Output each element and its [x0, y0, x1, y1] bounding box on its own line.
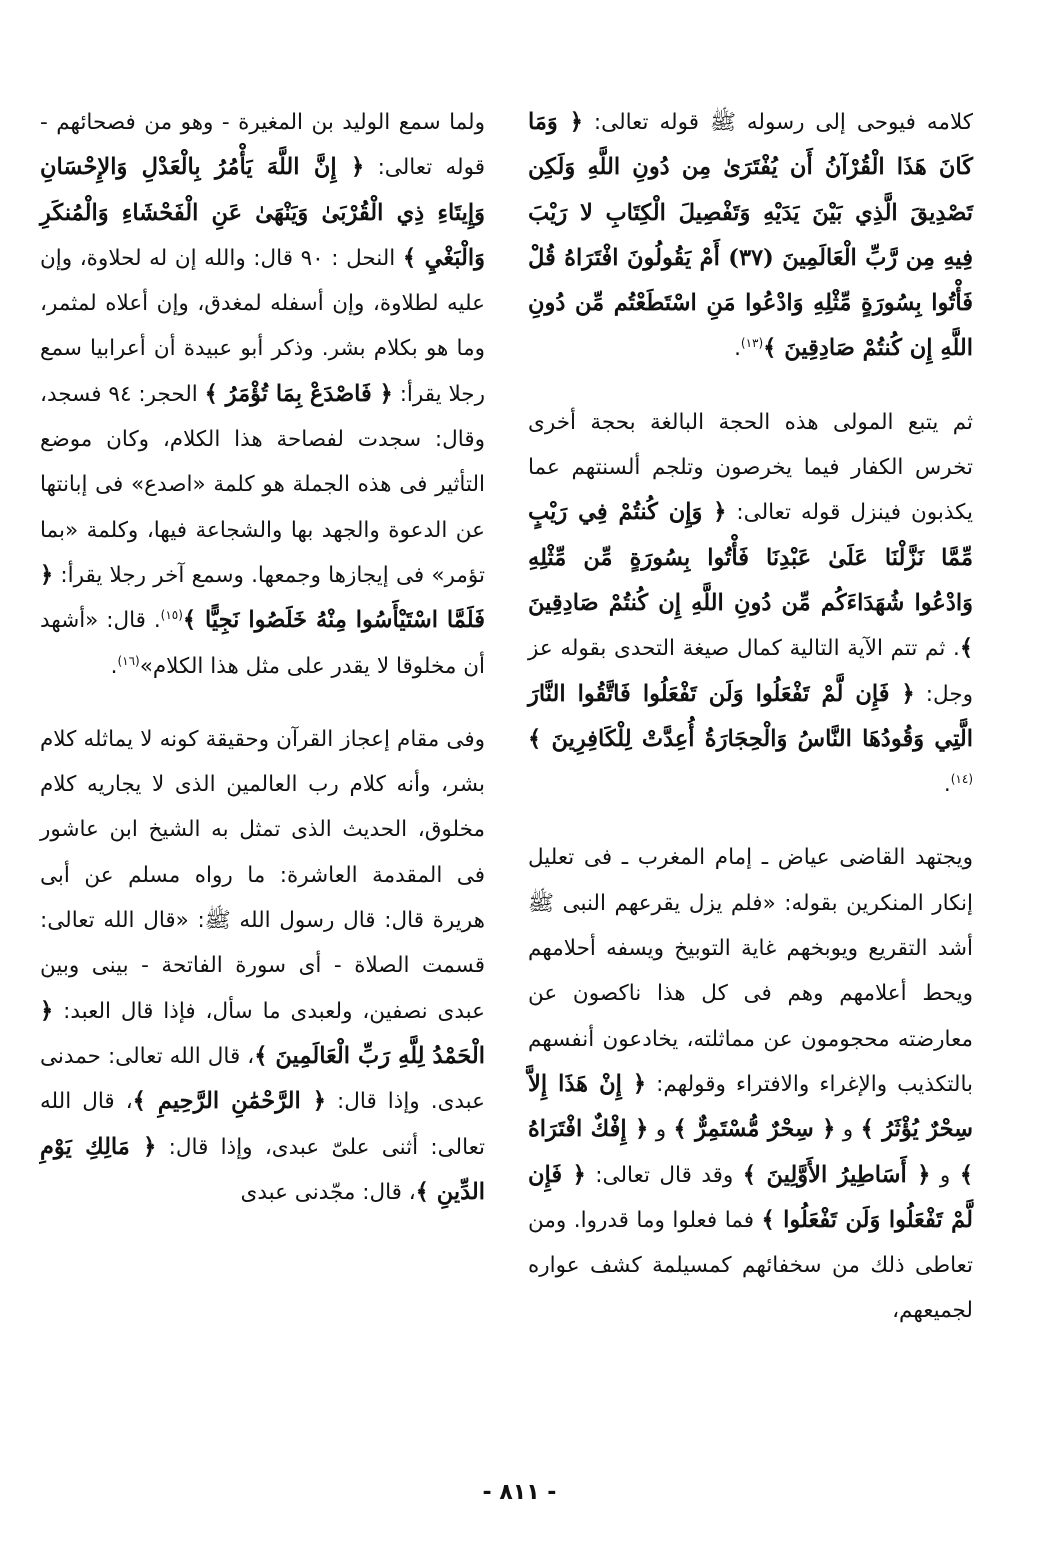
quran-verse: ﴿ فَلَمَّا اسْتَيْأَسُوا مِنْهُ خَلَصُوا نَجِيًّا ﴾: [40, 561, 485, 634]
paragraph: [528, 400, 973, 808]
footnote-ref: (١٦): [117, 653, 140, 668]
page-number: - ٨١١ -: [482, 1480, 557, 1505]
quran-verse: ﴿ أَسَاطِيرُ الأَوَّلِينَ ﴾: [742, 1161, 931, 1188]
quran-verse: ﴿ فَاصْدَعْ بِمَا تُؤْمَرُ ﴾: [204, 380, 393, 407]
verse-reference: النحل : ٩٠: [293, 245, 403, 271]
body-text: قال: والله إن له لحلاوة، وإن عليه لطلاوة، وإن أسفله لمغدق، وإن أعلاه لمثمر، وما هو بكلام بشر. وذكر أبو عبيدة أن أعرابيا سمع رجلا يقرأ:: [40, 245, 485, 407]
quran-verse: ﴿ وَمَا كَانَ هَذَا الْقُرْآنُ أَن يُفْتَرَىٰ مِن دُونِ اللَّهِ وَلَكِن تَصْدِيقَ الَّذِي بَيْنَ يَدَيْهِ وَتَفْصِيلَ الْكِتَابِ لا رَيْبَ فِيهِ مِن رَّبِّ الْعَالَمِينَ (٣٧) أَمْ يَقُولُونَ افْتَرَاهُ قُلْ فَأْتُوا بِسُورَةٍ مِّثْلِهِ وَادْعُوا مَنِ اسْتَطَعْتُم مِّن دُونِ اللَّهِ إِن كُنتُمْ صَادِقِينَ ﴾: [528, 109, 973, 362]
body-text: وقد قال تعالى:: [585, 1162, 743, 1188]
footnote-ref: (١٤): [950, 772, 973, 786]
quran-verse: ﴿ إِنْ هَذَا إِلاَّ سِحْرٌ يُؤْثَرُ ﴾: [528, 1070, 973, 1143]
body-text: ولما سمع الوليد بن المغيرة - وهو من فصحائهم - قوله تعالى:: [40, 110, 485, 181]
punctuation: .: [110, 653, 118, 679]
quran-verse: ﴿ وَإِن كُنتُمْ فِي رَيْبٍ مِّمَّا نَزَّلْنَا عَلَىٰ عَبْدِنَا فَأْتُوا بِسُورَةٍ مِّن مِّثْلِهِ وَادْعُوا شُهَدَاءَكُم مِّن دُونِ اللَّهِ إِن كُنتُمْ صَادِقِينَ ﴾: [528, 499, 973, 662]
footnote-ref: (١٣): [740, 336, 764, 351]
quran-verse: ﴿ إِفْكٌ افْتَرَاهُ ﴾: [528, 1116, 973, 1188]
paragraph: [40, 100, 485, 689]
body-text: ، قال الله تعالى: حمدنى عبدى. وإذا قال:: [40, 1043, 485, 1115]
left-column: [40, 100, 485, 1215]
quran-verse: ﴿ سِحْرٌ مُّسْتَمِرٌّ ﴾: [673, 1116, 836, 1143]
quran-verse: ﴿ الرَّحْمَٰنِ الرَّحِيمِ ﴾: [132, 1088, 326, 1115]
body-text: كلامه فيوحى إلى رسوله ﷺ قوله تعالى:: [593, 110, 974, 135]
quran-verse: ﴿ مَالِكِ يَوْمِ الدِّينِ ﴾: [40, 1133, 485, 1205]
quran-verse: ﴿ فَإِن لَّمْ تَفْعَلُوا وَلَن تَفْعَلُوا فَاتَّقُوا النَّارَ الَّتِي وَقُودُهَا النَّاسُ وَالْحِجَارَةُ أُعِدَّتْ لِلْكَافِرِينَ ﴾: [528, 680, 973, 752]
paragraph: [528, 100, 973, 372]
paragraph: [528, 835, 973, 1333]
footnote-ref: (١٥): [160, 608, 183, 623]
body-text: فما فعلوا وما قدروا. ومن تعاطى ذلك من سخفائهم كمسيلمة كشف عواره لجميعهم،: [528, 1207, 973, 1324]
body-text: وفى مقام إعجاز القرآن وحقيقة كونه لا يماثله كلام بشر، وأنه كلام رب العالمين الذى لا يجاريه كلام مخلوق، الحديث الذى تمثل به الشيخ ابن عاشور فى المقدمة العاشرة: ما رواه مسلم عن أبى هريرة قال: قال رسول الله ﷺ: «قال الله تعالى: قسمت الصلاة - أى سورة الفاتحة - بينى وبين عبدى نصفين، ولعبدى ما سأل، فإذا قال العبد:: [40, 726, 485, 1024]
quran-verse: ﴿ الْحَمْدُ لِلَّهِ رَبِّ الْعَالَمِينَ ﴾: [40, 997, 485, 1069]
quran-verse: ﴿ فَإِن لَّمْ تَفْعَلُوا وَلَن تَفْعَلُوا ﴾: [528, 1161, 973, 1233]
right-column: [528, 100, 973, 1334]
body-text: ، قال الله تعالى: أثنى علىّ عبدى، وإذا قال:: [40, 1089, 485, 1160]
body-text: ويجتهد القاضى عياض ـ إمام المغرب ـ فى تعليل إنكار المنكرين بقوله: «فلم يزل يقرعهم النبى ﷺ أشد التقريع ويوبخهم غاية التوبيخ ويسفه أحلامهم ويحط أعلامهم وهم فى كل هذا ناكصون عن معارضته محجومون عن مماثلته، يخادعون أنفسهم بالتكذيب والإغراء والافتراء وقولهم:: [528, 845, 974, 1097]
quran-verse: ﴿ إِنَّ اللَّهَ يَأْمُرُ بِالْعَدْلِ وَالإِحْسَانِ وَإِيتَاءِ ذِي الْقُرْبَىٰ وَيَنْهَىٰ عَنِ الْفَحْشَاءِ وَالْمُنكَرِ وَالْبَغْيِ ﴾: [40, 154, 486, 271]
body-text: و: [930, 1162, 960, 1188]
verse-reference: الحجر: ٩٤: [101, 381, 205, 407]
body-text: فسجد، وقال: سجدت لفصاحة هذا الكلام، وكان موضع التأثير فى هذه الجملة هو كلمة «اصدع» فى إبانتها عن الدعوة والجهد بها والشجاعة فيها، وكلمة «بما تؤمر» فى إيجازها وجمعها. وسمع آخر رجلا يقرأ:: [40, 381, 485, 588]
body-text: ، قال: مجّدنى عبدى: [240, 1179, 416, 1205]
punctuation: .: [943, 772, 951, 798]
punctuation: .: [734, 336, 741, 362]
body-text: ثم يتبع المولى هذه الحجة البالغة بحجة أخرى تخرس الكفار فيما يخرصون وتلجم ألسنتهم عما يكذبون فينزل قوله تعالى:: [528, 409, 973, 526]
body-text: و: [648, 1117, 674, 1143]
body-text: . قال: «أشهد أن مخلوقا لا يقدر على مثل هذا الكلام»: [40, 608, 485, 679]
body-text: . ثم تتم الآية التالية كمال صيغة التحدى بقوله عز وجل:: [528, 636, 973, 707]
paragraph: [40, 717, 485, 1215]
body-text: و: [835, 1117, 861, 1143]
